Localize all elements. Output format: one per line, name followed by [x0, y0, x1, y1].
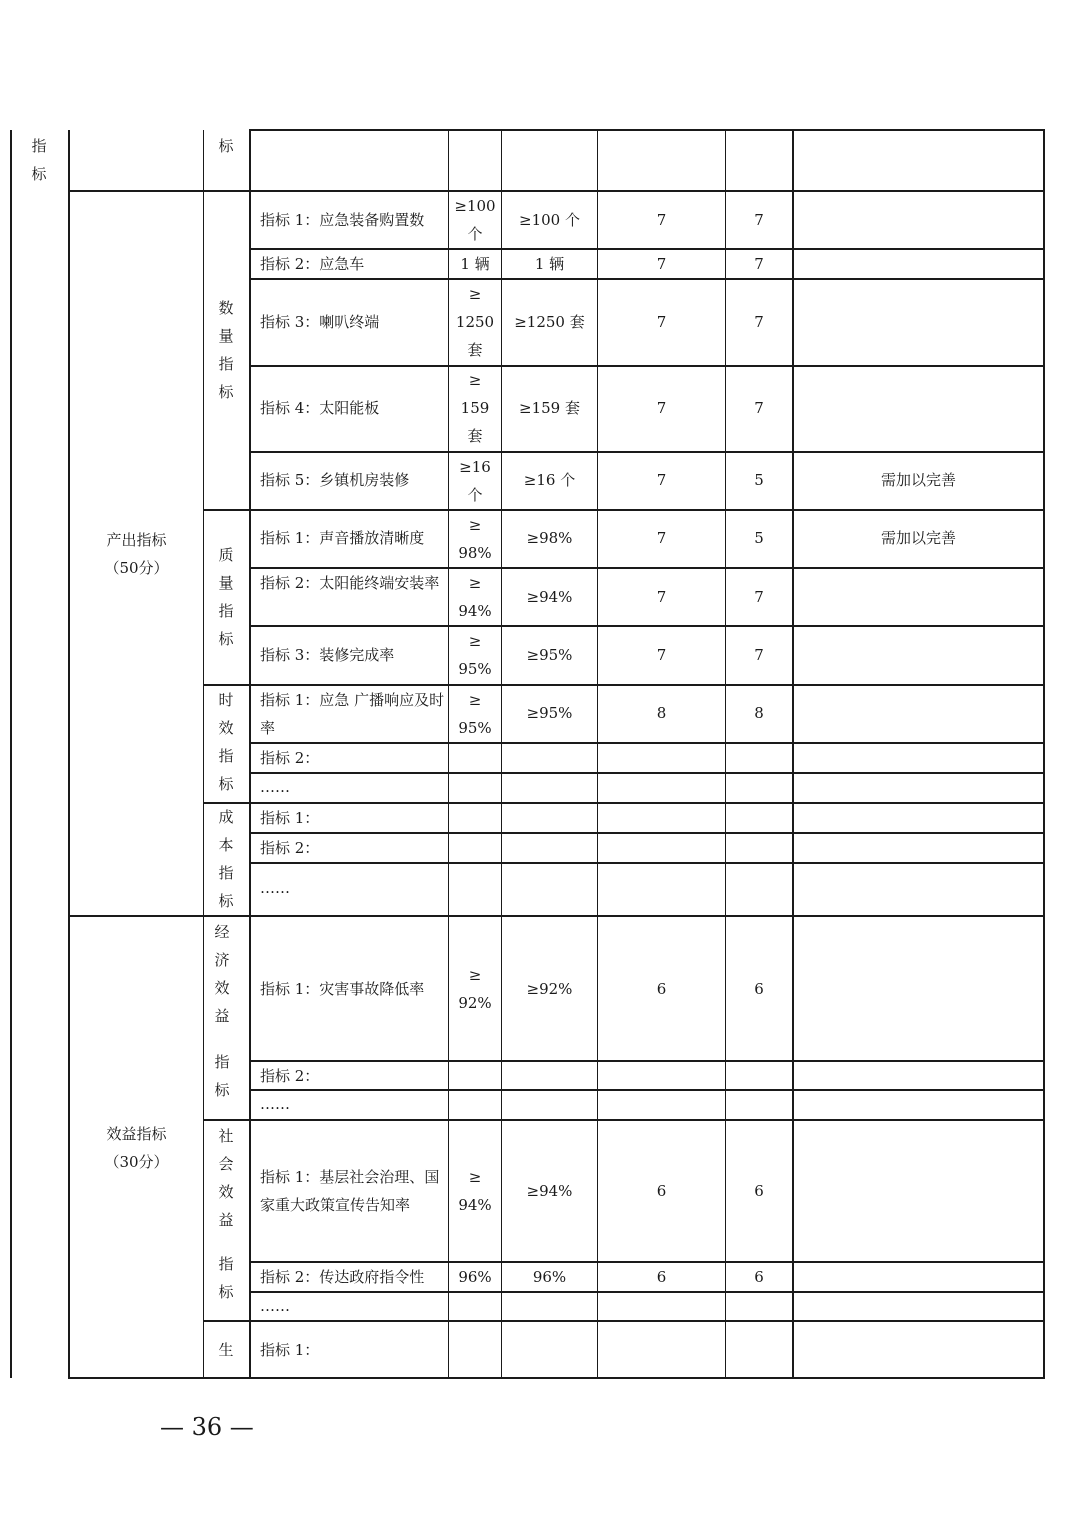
- score-cell: 6: [754, 1182, 764, 1200]
- weight-cell: 6: [656, 1182, 667, 1200]
- grid-line: [249, 129, 1045, 131]
- grid-line: [203, 509, 1045, 511]
- indicator-cell: 指标 2：: [260, 1067, 320, 1085]
- indicator-cell: 指标 4：太阳能板: [260, 399, 380, 417]
- col-a-label: 指 标: [31, 137, 47, 183]
- grid-line: [249, 1291, 1045, 1293]
- weight-cell: 7: [656, 646, 667, 664]
- indicator-cell: 指标 2：: [260, 839, 320, 857]
- sub-quantity: 数 量 指 标: [218, 299, 234, 401]
- target-cell: ≥ 95%: [458, 632, 492, 678]
- actual-cell: 1 辆: [534, 255, 565, 273]
- grid-line: [249, 832, 1045, 834]
- indicator-cell: 指标 1：声音播放清晰度: [260, 529, 425, 547]
- grid-line: [249, 862, 1045, 864]
- grid-line: [203, 130, 204, 1378]
- score-cell: 6: [754, 980, 764, 998]
- target-cell: ≥100 个: [454, 197, 496, 243]
- sub-cost: 成 本 指 标: [218, 808, 234, 910]
- target-cell: ≥ 92%: [458, 966, 492, 1012]
- indicator-cell: ……: [260, 1297, 290, 1315]
- weight-cell: 7: [656, 471, 667, 489]
- weight-cell: 7: [656, 529, 667, 547]
- weight-cell: 7: [656, 588, 667, 606]
- target-cell: 96%: [458, 1268, 492, 1286]
- note-cell: 需加以完善: [880, 471, 956, 489]
- indicator-cell: 指标 1：应急装备购置数: [260, 211, 425, 229]
- actual-cell: ≥95%: [526, 704, 573, 722]
- indicator-cell: 指标 2：传达政府指令性: [260, 1268, 425, 1286]
- grid-line: [249, 772, 1045, 774]
- grid-line: [203, 1119, 1045, 1121]
- grid-line: [68, 915, 1045, 917]
- sub-social-tail: 指 标: [218, 1255, 234, 1301]
- category-benefit: 效益指标 （30分）: [104, 1125, 169, 1171]
- grid-line: [68, 130, 70, 1378]
- target-cell: ≥ 159 套: [460, 371, 490, 445]
- actual-cell: ≥16 个: [523, 471, 576, 489]
- grid-line: [249, 1089, 1045, 1091]
- target-cell: ≥ 94%: [458, 574, 492, 620]
- grid-line: [249, 130, 251, 1378]
- grid-line: [68, 190, 1045, 192]
- grid-line: [249, 742, 1045, 744]
- sub-top-label: 标: [218, 137, 234, 155]
- indicator-cell: ……: [260, 1095, 290, 1113]
- target-cell: ≥ 98%: [458, 516, 492, 562]
- weight-cell: 7: [656, 313, 667, 331]
- score-cell: 7: [754, 399, 764, 417]
- target-cell: ≥16 个: [459, 458, 491, 504]
- indicator-cell: 指标 1：灾害事故降低率: [260, 980, 425, 998]
- grid-line: [203, 1320, 1045, 1322]
- indicator-cell: 指标 1：: [260, 1341, 320, 1359]
- category-output: 产出指标 （50分）: [104, 531, 169, 577]
- actual-cell: ≥94%: [526, 588, 573, 606]
- indicator-cell: 指标 2：应急车: [260, 255, 365, 273]
- weight-cell: 6: [656, 980, 667, 998]
- indicator-cell: 指标 5：乡镇机房装修: [260, 471, 410, 489]
- score-cell: 7: [754, 646, 764, 664]
- sub-economic: 经 济 效 益: [214, 923, 230, 1025]
- grid-line: [448, 130, 449, 1378]
- actual-cell: ≥1250 套: [514, 313, 585, 331]
- weight-cell: 7: [656, 255, 667, 273]
- sub-timeliness: 时 效 指 标: [218, 691, 234, 793]
- grid-line: [249, 278, 1045, 280]
- target-cell: 1 辆: [460, 255, 490, 273]
- weight-cell: 7: [656, 211, 667, 229]
- sub-social: 社 会 效 益: [218, 1127, 234, 1229]
- weight-cell: 7: [656, 399, 667, 417]
- note-cell: 需加以完善: [880, 529, 956, 547]
- grid-line: [68, 1377, 1045, 1379]
- grid-line: [1043, 130, 1045, 1378]
- score-cell: 6: [754, 1268, 764, 1286]
- indicator-cell: 指标 2：: [260, 749, 320, 767]
- grid-line: [792, 130, 794, 1378]
- indicator-cell: 指标 3：装修完成率: [260, 646, 395, 664]
- indicator-cell: 指标 1：应急 广播响应及时率: [260, 691, 445, 737]
- score-cell: 5: [754, 529, 764, 547]
- indicator-cell: 指标 3：喇叭终端: [260, 313, 380, 331]
- indicator-cell: ……: [260, 778, 290, 796]
- weight-cell: 8: [656, 704, 667, 722]
- indicator-cell: ……: [260, 879, 290, 897]
- grid-line: [249, 451, 1045, 453]
- indicator-cell: 指标 2：太阳能终端安装率: [260, 574, 440, 592]
- score-cell: 5: [754, 471, 764, 489]
- score-cell: 7: [754, 313, 764, 331]
- actual-cell: ≥95%: [526, 646, 573, 664]
- actual-cell: 96%: [532, 1268, 567, 1286]
- grid-line: [10, 130, 12, 1378]
- actual-cell: ≥92%: [526, 980, 573, 998]
- actual-cell: ≥159 套: [519, 399, 580, 417]
- score-cell: 7: [754, 588, 764, 606]
- indicator-cell: 指标 1：: [260, 809, 320, 827]
- grid-line: [249, 1060, 1045, 1062]
- sub-quality: 质 量 指 标: [218, 546, 234, 648]
- score-cell: 8: [754, 704, 764, 722]
- weight-cell: 6: [656, 1268, 667, 1286]
- page-number: — 36 —: [160, 1413, 254, 1441]
- grid-line: [203, 802, 1045, 804]
- actual-cell: ≥94%: [526, 1182, 573, 1200]
- sub-eco: 生: [218, 1341, 234, 1359]
- grid-line: [249, 625, 1045, 627]
- score-cell: 7: [754, 255, 764, 273]
- grid-line: [249, 365, 1045, 367]
- indicator-cell: 指标 1：基层社会治理、国家重大政策宣传告知率: [260, 1168, 440, 1214]
- target-cell: ≥ 94%: [458, 1168, 492, 1214]
- target-cell: ≥ 95%: [458, 691, 492, 737]
- target-cell: ≥ 1250 套: [455, 285, 495, 359]
- actual-cell: ≥98%: [526, 529, 573, 547]
- actual-cell: ≥100 个: [519, 211, 580, 229]
- score-cell: 7: [754, 211, 764, 229]
- sub-economic-tail: 指 标: [214, 1053, 230, 1099]
